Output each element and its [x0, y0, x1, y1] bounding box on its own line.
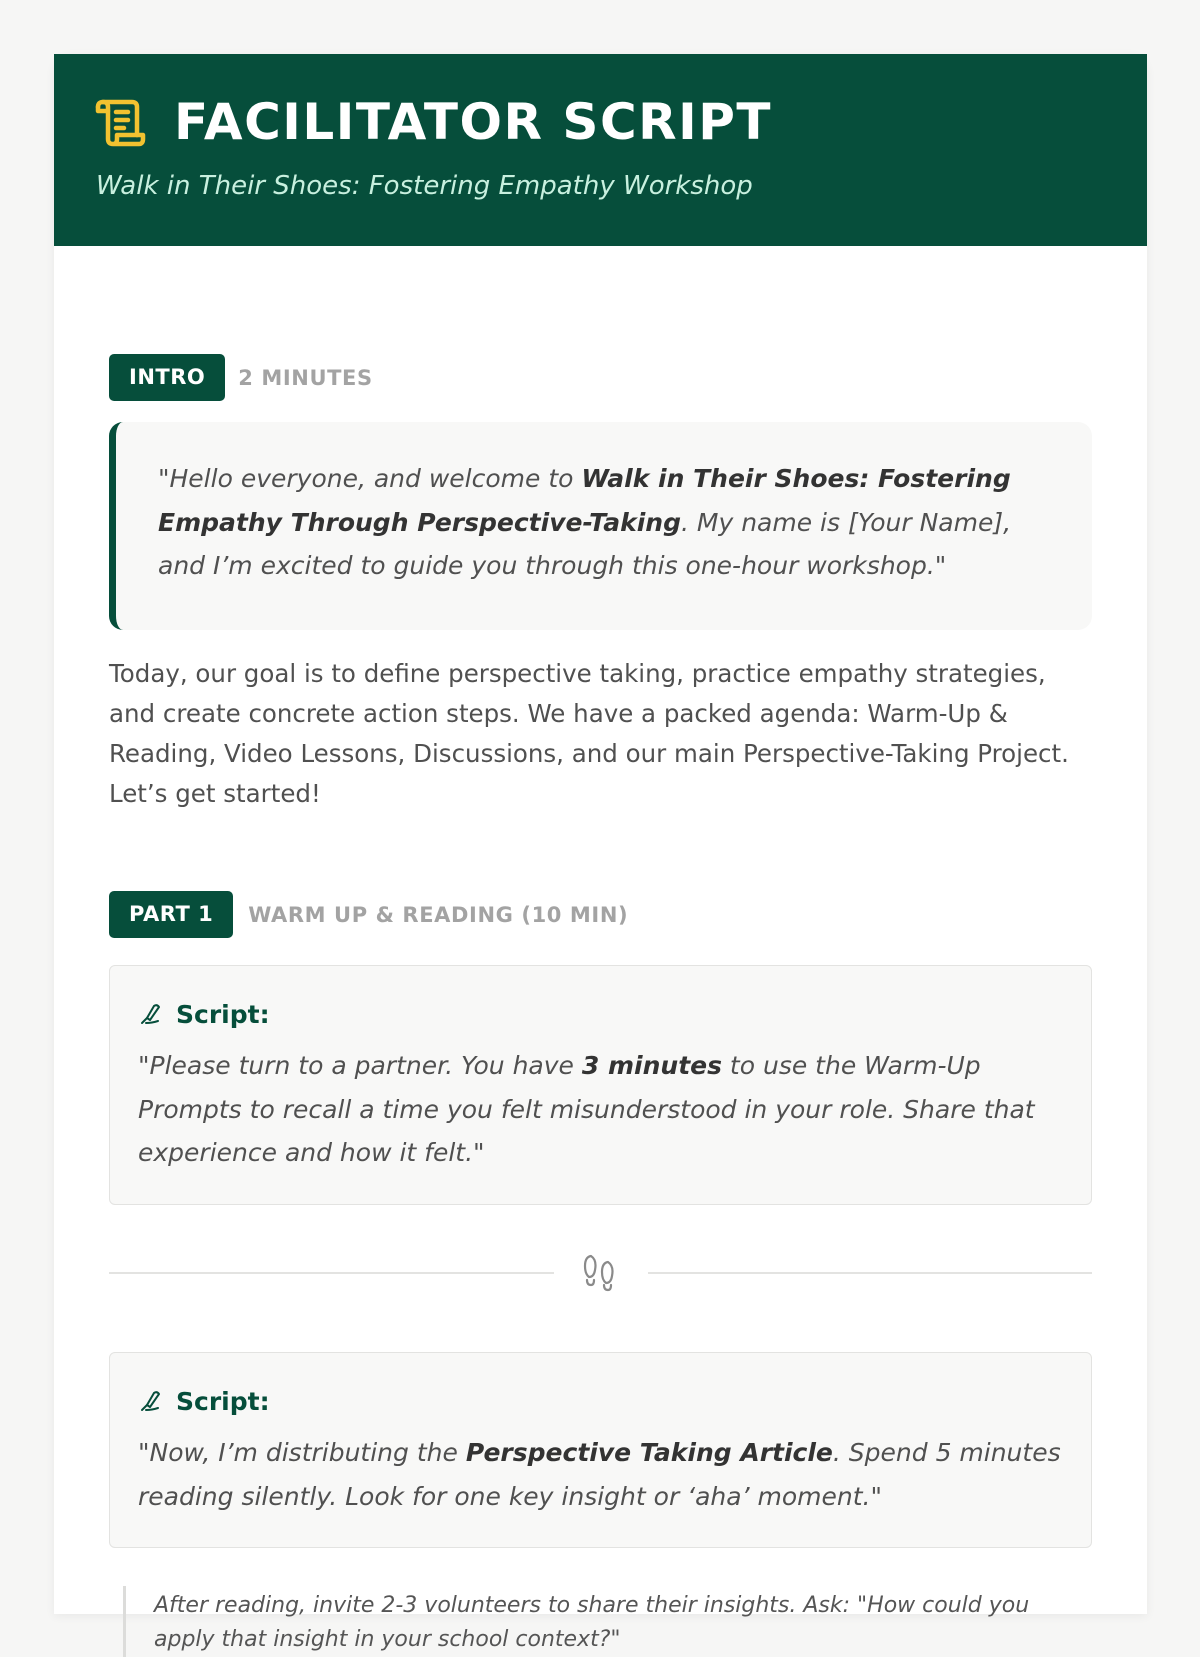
script-text-reading	[138, 1431, 1063, 1518]
scroll-icon	[94, 98, 146, 148]
script-label	[138, 994, 1063, 1034]
script-label-text: Script:	[176, 1386, 270, 1416]
pen-icon	[138, 1002, 162, 1026]
script-emphasis: Perspective Taking Article	[465, 1438, 833, 1467]
divider-line	[109, 1272, 554, 1274]
intro-timing: 2 MINUTES	[238, 365, 373, 390]
pen-icon	[138, 1389, 162, 1413]
workshop-name: Walk in Their Shoes: Fostering Empathy Through Perspective-Taking	[158, 464, 1011, 537]
facilitator-note: After reading, invite 2-3 volunteers to share their insights. Ask: "How could you apply that insight in your school context?"	[123, 1586, 1078, 1657]
part1-badge: PART 1	[109, 891, 233, 938]
script-text-part: to use the Warm-Up Prompts to recall a time you felt misunderstood in your role. Share that experience and how it felt."	[138, 1051, 1035, 1167]
script-card	[54, 54, 1147, 1652]
section-divider	[109, 1252, 1092, 1292]
intro-quote-text: "Hello everyone, and welcome to	[158, 464, 582, 493]
script-label	[138, 1381, 1063, 1421]
script-box-reading	[109, 1352, 1092, 1548]
intro-paragraph: Today, our goal is to define perspective taking, practice empathy strategies, and create concrete action steps. We have a packed agenda: Warm-Up & Reading, Video Lessons, Discussions, and our main Perspective-Taking Project. Let’s get started!	[109, 659, 1069, 808]
script-emphasis: 3 minutes	[581, 1051, 722, 1080]
script-text-part: . Spend 5 minutes reading silently. Look for one key insight or ‘aha’ moment."	[138, 1438, 1061, 1511]
script-text-part: "Please turn to a partner. You have	[138, 1051, 582, 1080]
part1-timing: WARM UP & READING (10 MIN)	[248, 902, 629, 927]
intro-section-header	[109, 354, 373, 401]
part1-section-header	[109, 891, 628, 938]
intro-quote	[109, 422, 1092, 630]
page-title: FACILITATOR SCRIPT	[174, 93, 772, 151]
page-header	[54, 54, 1147, 246]
script-box-warmup	[109, 965, 1092, 1205]
intro-quote-text-end: . My name is [Your Name], and I’m excited to guide you through this one-hour workshop."	[158, 507, 1012, 580]
footprints-icon	[579, 1252, 623, 1292]
script-text-part: "Now, I’m distributing the	[138, 1438, 466, 1467]
page-subtitle: Walk in Their Shoes: Fostering Empathy Workshop	[96, 171, 753, 201]
script-label-text: Script:	[176, 999, 270, 1029]
intro-badge: INTRO	[109, 354, 225, 401]
script-text-warmup	[138, 1044, 1063, 1175]
divider-line	[648, 1272, 1092, 1274]
